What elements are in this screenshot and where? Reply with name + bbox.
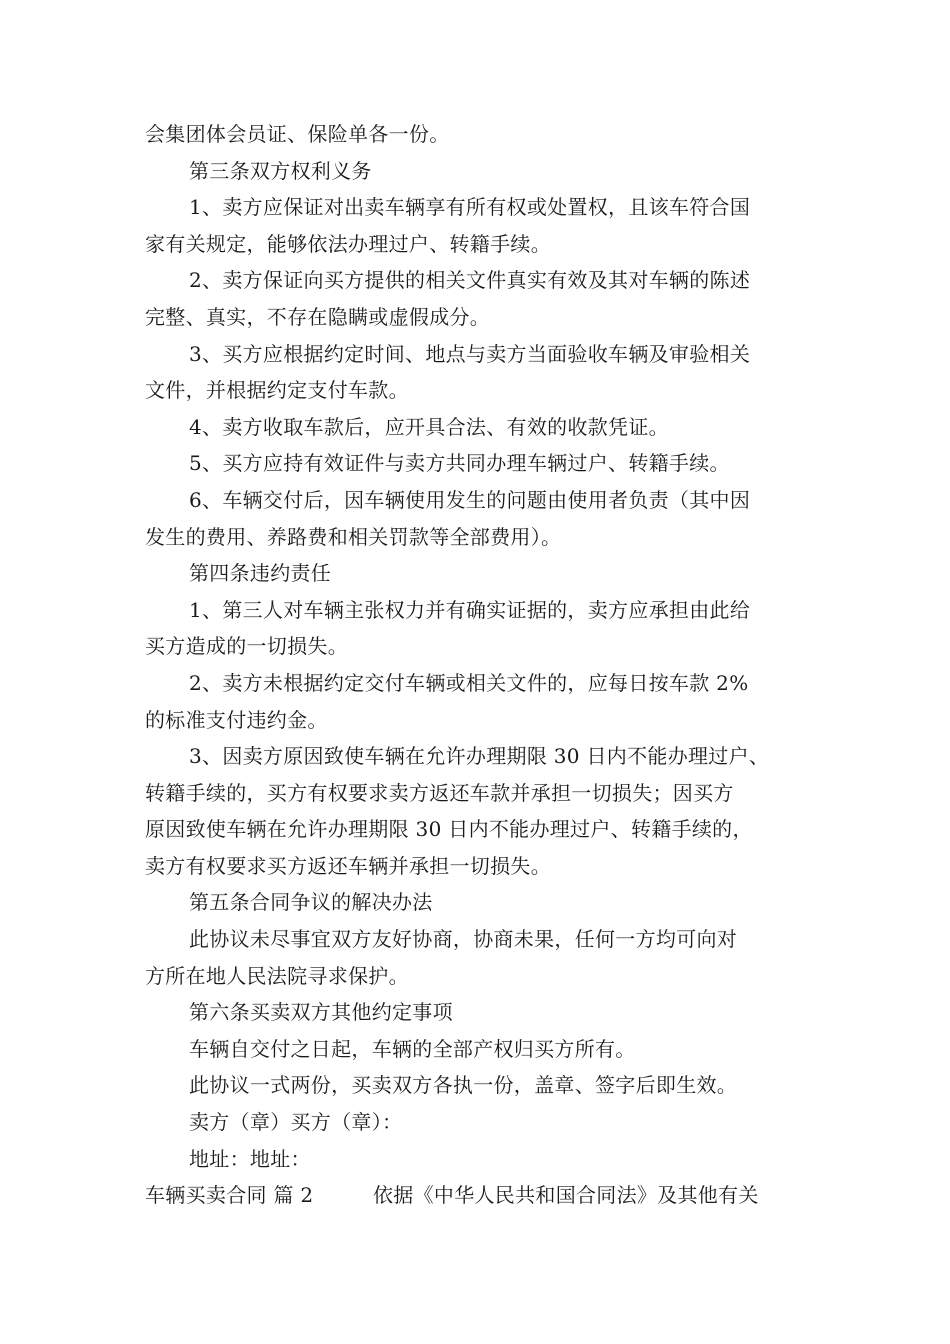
text-line: 方所在地人民法院寻求保护。 (145, 963, 409, 988)
section-intro-text: 依据《中华人民共和国合同法》及其他有关 (373, 1183, 759, 1208)
text-line: 买方造成的一切损失。 (145, 634, 348, 659)
text-line: 第三条双方权利义务 (189, 158, 372, 183)
text-line: 卖方（章）买方（章）： (189, 1110, 403, 1135)
section-heading: 车辆买卖合同 篇 2 (145, 1183, 314, 1208)
text-line: 第六条买卖双方其他约定事项 (189, 1000, 453, 1025)
document-body (145, 116, 825, 1214)
paragraph-lines (145, 116, 825, 1177)
text-line: 原因致使车辆在允许办理期限 30 日内不能办理过户、转籍手续的， (145, 817, 753, 842)
text-line: 5、买方应持有效证件与卖方共同办理车辆过户、转籍手续。 (189, 451, 730, 476)
text-line: 6、车辆交付后，因车辆使用发生的问题由使用者负责（其中因 (189, 487, 751, 512)
text-line: 发生的费用、养路费和相关罚款等全部费用）。 (145, 524, 562, 549)
text-line: 3、买方应根据约定时间、地点与卖方当面验收车辆及审验相关 (189, 341, 751, 366)
text-line: 转籍手续的，买方有权要求卖方返还车款并承担一切损失；因买方 (145, 780, 734, 805)
text-line: 此协议未尽事宜双方友好协商，协商未果，任何一方均可向对 (189, 927, 738, 952)
text-line: 2、卖方保证向买方提供的相关文件真实有效及其对车辆的陈述 (189, 268, 751, 293)
text-line: 的标准支付违约金。 (145, 707, 328, 732)
text-line: 车辆自交付之日起，车辆的全部产权归买方所有。 (189, 1036, 636, 1061)
text-line: 2、卖方未根据约定交付车辆或相关文件的，应每日按车款 2% (189, 670, 749, 695)
section-heading-line (145, 1177, 825, 1214)
text-line: 1、第三人对车辆主张权力并有确实证据的，卖方应承担由此给 (189, 597, 751, 622)
text-line: 第四条违约责任 (189, 561, 332, 586)
text-line: 家有关规定，能够依法办理过户、转籍手续。 (145, 231, 551, 256)
text-line: 地址：地址： (189, 1146, 311, 1171)
text-line: 3、因卖方原因致使车辆在允许办理期限 30 日内不能办理过户、 (189, 744, 770, 769)
text-line: 第五条合同争议的解决办法 (189, 890, 433, 915)
text-line: 卖方有权要求买方返还车辆并承担一切损失。 (145, 853, 551, 878)
text-line: 文件，并根据约定支付车款。 (145, 378, 409, 403)
text-line: 1、卖方应保证对出卖车辆享有所有权或处置权，且该车符合国 (189, 195, 751, 220)
text-line: 4、卖方收取车款后，应开具合法、有效的收款凭证。 (189, 414, 669, 439)
text-line: 会集团体会员证、保险单各一份。 (145, 122, 450, 146)
text-line: 完整、真实，不存在隐瞒或虚假成分。 (145, 304, 491, 329)
text-line: 此协议一式两份，买卖双方各执一份，盖章、签字后即生效。 (189, 1073, 738, 1098)
